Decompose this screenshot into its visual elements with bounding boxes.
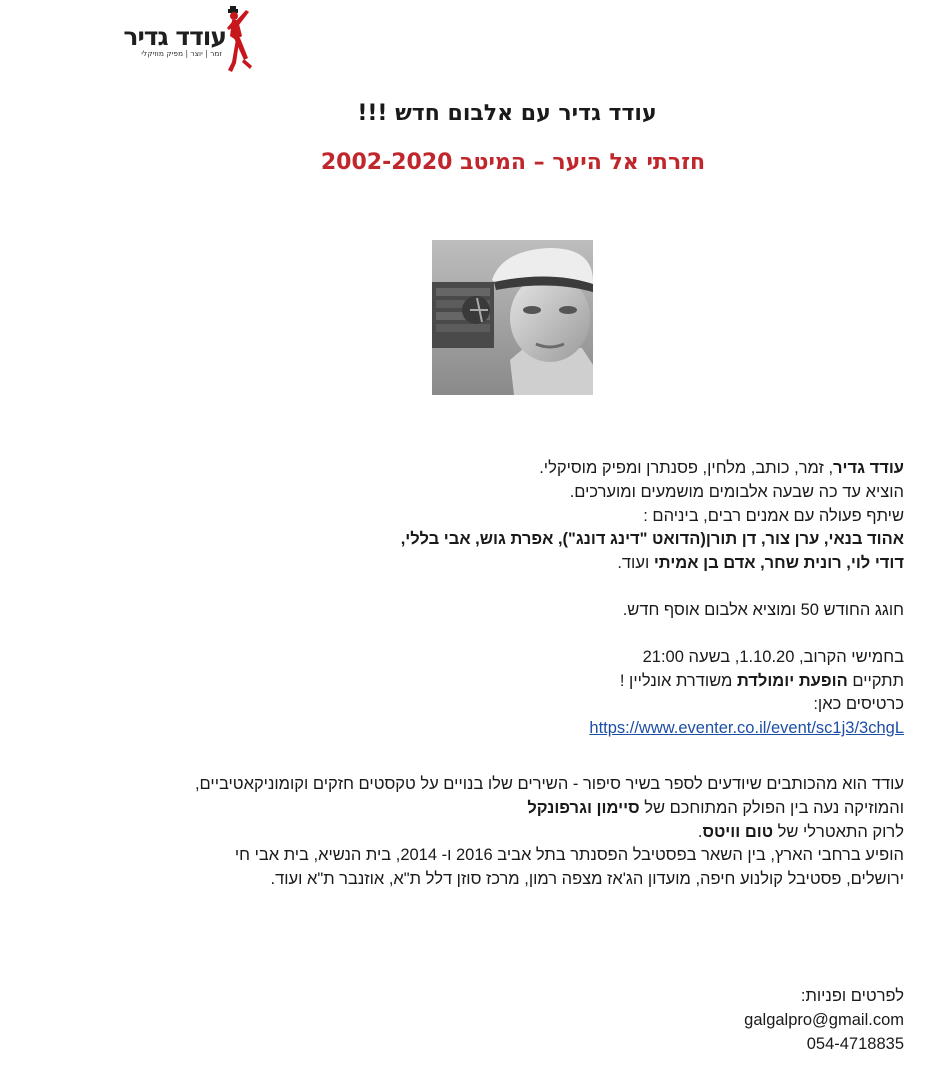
bio-line: דודי לוי, רונית שחר, אדם בן אמיתי ועוד. bbox=[617, 554, 904, 573]
event-show: תתקיים הופעת יומולדת משודרת אונליין ! bbox=[619, 671, 904, 690]
logo[interactable] bbox=[116, 6, 258, 76]
artist-reference: טום וויטס bbox=[702, 822, 774, 841]
album-subtitle: חזרתי אל היער – המיטב 2002-2020 bbox=[320, 150, 706, 175]
logo-tagline: זמר | יוצר | מפיק מוזיקלי bbox=[141, 49, 222, 58]
bio-line: עודד גדיר, זמר, כותב, מלחין, פסנתרן ומפיק מוסיקלי. bbox=[539, 459, 904, 477]
tickets-row bbox=[401, 717, 904, 741]
about-section bbox=[184, 773, 904, 892]
page-title: עודד גדיר עם אלבום חדש !!! bbox=[357, 101, 657, 126]
bio-line: הוציא עד כה שבעה אלבומים מושמעים ומוערכים. bbox=[569, 482, 904, 501]
event-date: בחמישי הקרוב, 1.10.20, בשעה 21:00 bbox=[642, 647, 904, 666]
jumping-man-icon bbox=[224, 6, 258, 76]
contact-section bbox=[744, 985, 904, 1056]
contact-phone[interactable]: 054-4718835 bbox=[806, 1034, 904, 1053]
contact-label: לפרטים ופניות: bbox=[800, 987, 904, 1005]
about-paragraph: עודד הוא מהכותבים שיודעים לספר בשיר סיפור - השירים שלו בנויים על טקסטים חזקים וקומוניקאטיביים, והמוזיקה נעה בין הפולק המתוחכם של סיימון וגרפונקל bbox=[194, 775, 904, 817]
about-paragraph: לרוק התאטרלי של טום וויטס. bbox=[697, 822, 904, 841]
birthday-line: חוגג החודש 50 ומוציא אלבום אוסף חדש. bbox=[622, 600, 904, 619]
tickets-label: כרטיסים כאן: bbox=[813, 695, 904, 714]
artist-reference: סיימון וגרפונקל bbox=[527, 798, 640, 817]
bio-line: שיתף פעולה עם אמנים רבים, ביניהם : bbox=[643, 506, 904, 525]
bio-line: אהוד בנאי, ערן צור, דן תורן(הדואט "דינג דונג"), אפרת גוש, אבי בללי, bbox=[400, 530, 904, 549]
about-paragraph: הופיע ברחבי הארץ, בין השאר בפסטיבל הפסנתר בתל אביב 2016 ו- 2014, בית הנשיא, בית אבי חי ירושלים, פסטיבל קולנוע חיפה, מועדון הג'אז מצפה רמון, מרכז סוזן דלל ת"א, אוזנבר ת"א ועוד. bbox=[234, 846, 904, 889]
contact-email[interactable]: galgalpro@gmail.com bbox=[744, 1010, 904, 1029]
bio-section bbox=[401, 457, 904, 741]
artist-name: עודד גדיר bbox=[833, 459, 904, 477]
portrait-photo bbox=[432, 240, 593, 395]
tickets-link[interactable]: https://www.eventer.co.il/event/sc1j3/3chgL bbox=[589, 719, 904, 738]
logo-name: עודד גדיר bbox=[123, 22, 226, 51]
